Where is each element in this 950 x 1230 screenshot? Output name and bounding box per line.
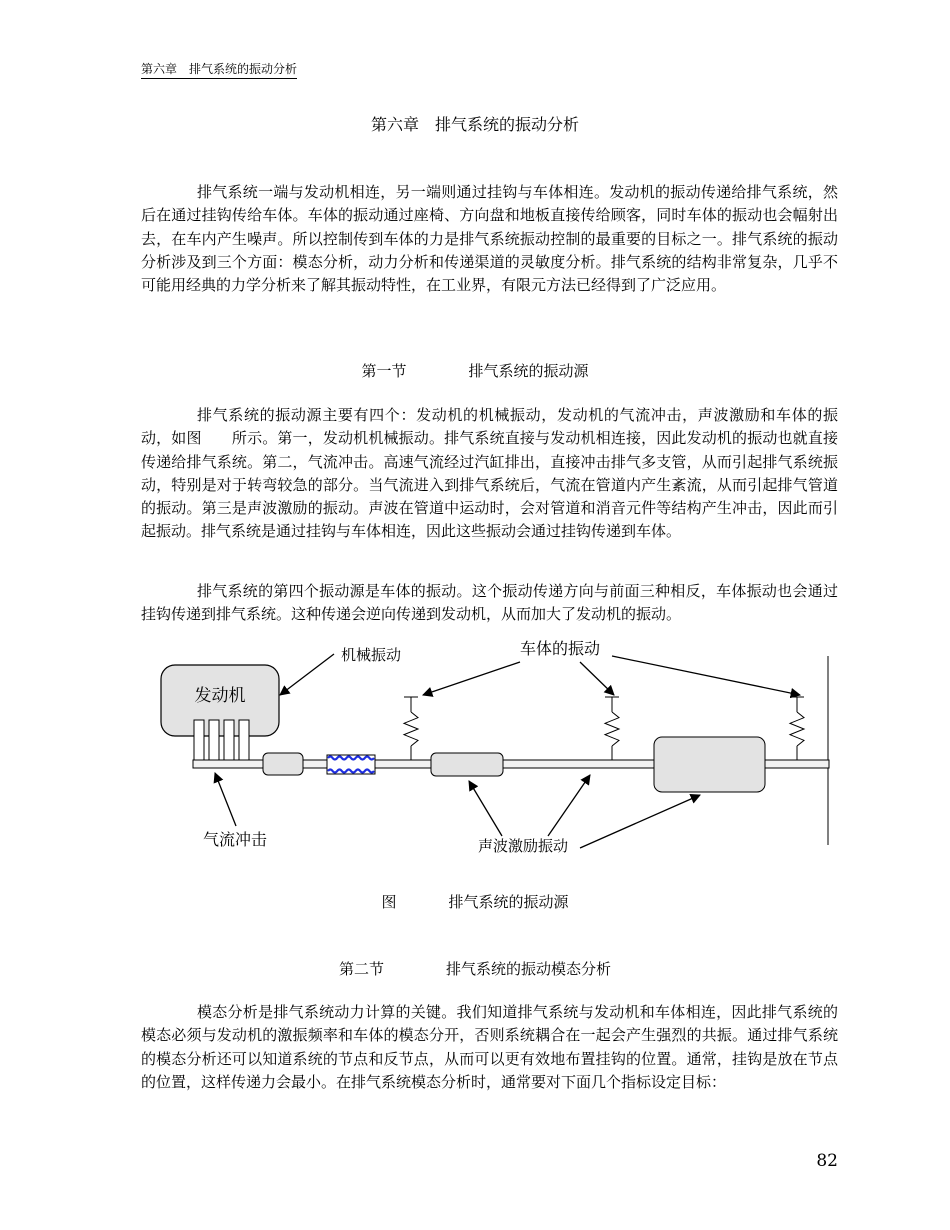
catalytic-converter [263, 753, 303, 775]
section1-paragraph2: 排气系统的第四个振动源是车体的振动。这个振动传递方向与前面三种相反，车体振动也会通过挂钩传递到排气系统。这种传递会逆向传递到发动机，从而加大了发动机的振动。 [141, 582, 838, 624]
flexible-bellows [327, 755, 375, 774]
mechanical-vibration-label: 机械振动 [341, 646, 402, 664]
arrow-acoustic-3 [580, 795, 700, 848]
running-head: 第六章 排气系统的振动分析 [141, 60, 297, 79]
airflow-impact-label: 气流冲击 [203, 830, 268, 849]
section1-paragraph1: 排气系统的振动源主要有四个：发动机的机械振动，发动机的气流冲击，声波激励和车体的振动，如图 所示。第一，发动机机械振动。排气系统直接与发动机相连接，因此发动机的振动也就直接传递给排气系统。第二，气流冲击。高速气流经过汽缸排出，直接冲击排气多支管，从而引起排气系统振动，特别是对于转弯较急的部分。当气流进入到排气系统后，气流在管道内产生紊流，从而引起排气管道的振动。第三是声波激励的振动。声波在管道中运动时，会对管道和消音元件等结构产生冲击，因此而引起振动。排气系统是通过挂钩与车体相连，因此这些振动会通过挂钩传递到车体。 [141, 406, 838, 541]
intro-paragraph: 排气系统一端与发动机相连，另一端则通过挂钩与车体相连。发动机的振动传递给排气系统，然后在通过挂钩传给车体。车体的振动通过座椅、方向盘和地板直接传给顾客，同时车体的振动也会幅射出去，在车内产生噪声。所以控制传到车体的力是排气系统振动控制的最重要的目标之一。排气系统的振动分析涉及到三个方面：模态分析，动力分析和传递渠道的灵敏度分析。排气系统的结构非常复杂，几乎不可能用经典的力学分析来了解其振动特性，在工业界，有限元方法已经得到了广泛应用。 [141, 183, 838, 295]
chapter-title: 第六章 排气系统的振动分析 [370, 115, 579, 134]
hanger-spring-3 [790, 697, 804, 760]
hanger-spring-2 [605, 697, 619, 760]
section2-number: 第二节 [338, 960, 384, 978]
section2-heading [0, 958, 950, 979]
figure-caption-prefix: 图 [381, 893, 397, 911]
arrow-body-2 [580, 662, 614, 695]
hanger-spring-1 [404, 697, 418, 760]
section1-title: 排气系统的振动源 [468, 362, 589, 380]
page-number: 82 [816, 1151, 838, 1171]
engine-label: 发动机 [194, 686, 246, 706]
arrow-body-1 [423, 662, 520, 695]
arrow-airflow [215, 773, 236, 826]
section1-heading [0, 360, 950, 381]
rear-muffler [654, 737, 765, 792]
section2-paragraph1: 模态分析是排气系统动力计算的关键。我们知道排气系统与发动机和车体相连，因此排气系统的模态必须与发动机的激振频率和车体的模态分开，否则系统耦合在一起会产生强烈的共振。通过排气系统的模态分析还可以知道系统的节点和反节点，从而可以更有效地布置挂钩的位置。通常，挂钩是放在节点的位置，这样传递力会最小。在排气系统模态分析时，通常要对下面几个指标设定目标： [141, 1003, 838, 1091]
arrow-body-3 [612, 656, 800, 695]
section2-title: 排气系统的振动模态分析 [446, 960, 612, 978]
arrow-acoustic-2 [548, 775, 590, 836]
middle-muffler [431, 753, 503, 776]
arrow-mechanical [280, 654, 334, 695]
section1-number: 第一节 [361, 362, 407, 380]
arrow-acoustic-1 [469, 781, 502, 836]
exhaust-vibration-figure [150, 636, 840, 868]
figure-caption-title: 排气系统的振动源 [448, 893, 569, 911]
body-vibration-label: 车体的振动 [520, 639, 601, 658]
figure-caption [0, 891, 950, 912]
acoustic-excitation-label: 声波激励振动 [478, 837, 569, 855]
